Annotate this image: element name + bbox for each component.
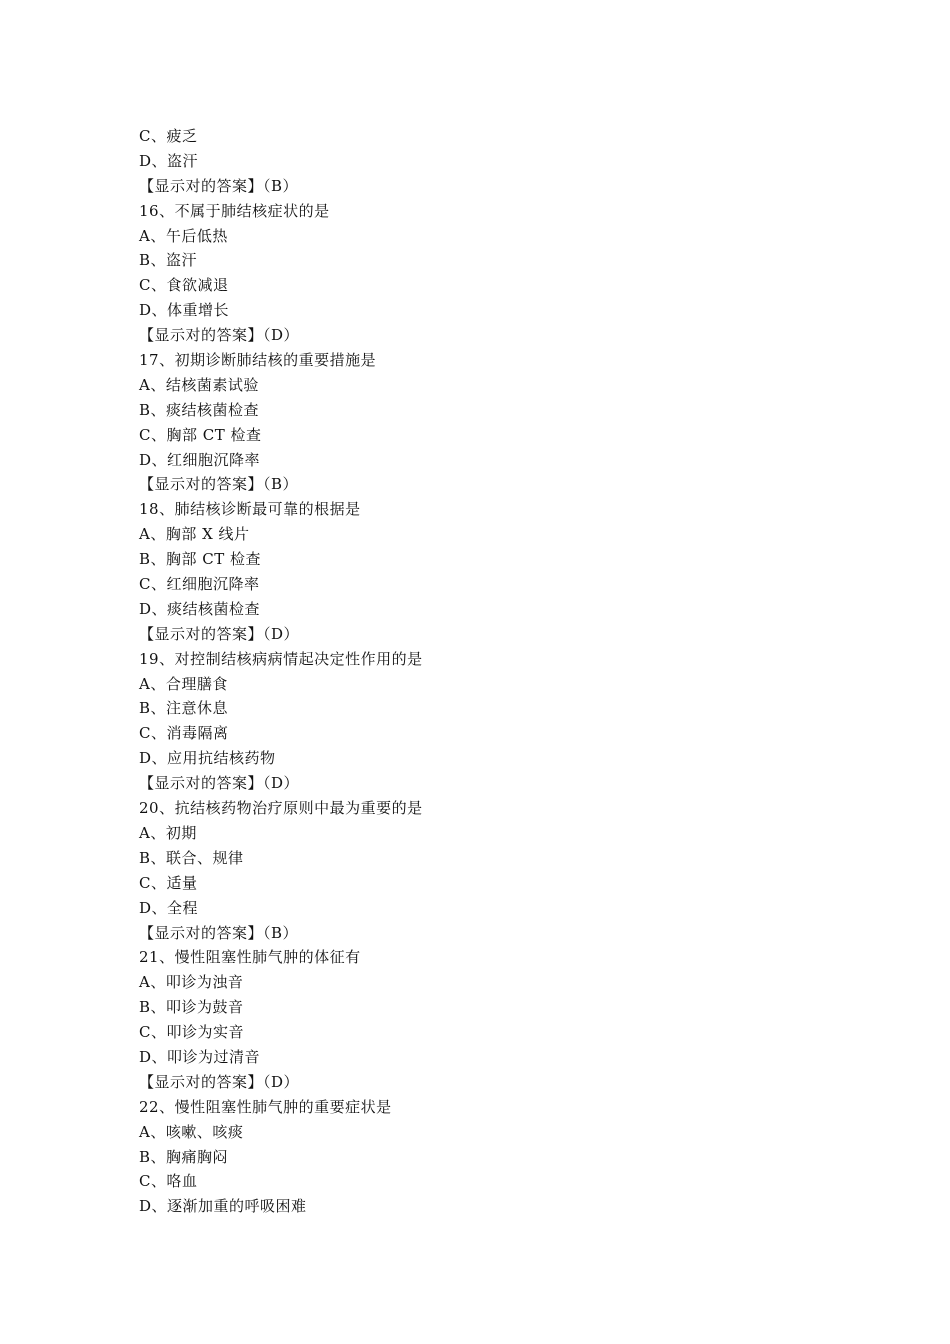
option-line: A、结核菌素试验 xyxy=(139,375,259,394)
option-line: D、盗汗 xyxy=(139,151,199,170)
answer-line: 【显示对的答案】（B） xyxy=(139,923,299,942)
option-line: C、食欲减退 xyxy=(139,276,229,295)
option-line: C、消毒隔离 xyxy=(139,724,229,743)
option-line: D、红细胞沉降率 xyxy=(139,450,261,469)
question-line: 21、慢性阻塞性肺气肿的体征有 xyxy=(139,948,361,967)
question-line: 20、抗结核药物治疗原则中最为重要的是 xyxy=(139,799,423,818)
option-line: C、疲乏 xyxy=(139,127,198,145)
answer-line: 【显示对的答案】（D） xyxy=(139,774,300,793)
option-line: B、胸痛胸闷 xyxy=(139,1147,229,1166)
answer-line: 【显示对的答案】（B） xyxy=(139,176,299,195)
option-line: D、应用抗结核药物 xyxy=(139,749,276,768)
option-line: B、注意休息 xyxy=(139,699,229,718)
answer-line: 【显示对的答案】（D） xyxy=(139,1072,300,1091)
option-line: A、叩诊为浊音 xyxy=(139,973,244,992)
option-line: A、合理膳食 xyxy=(139,674,228,693)
option-line: B、叩诊为鼓音 xyxy=(139,998,244,1017)
answer-line: 【显示对的答案】（D） xyxy=(139,624,300,643)
question-list xyxy=(139,124,839,1219)
option-line: A、午后低热 xyxy=(139,226,228,245)
option-line: B、痰结核菌检查 xyxy=(139,400,260,419)
option-line: D、痰结核菌检查 xyxy=(139,599,261,618)
option-line: C、咯血 xyxy=(139,1172,198,1191)
option-line: C、红细胞沉降率 xyxy=(139,575,260,594)
option-line: A、胸部 X 线片 xyxy=(139,525,250,544)
option-line: D、叩诊为过清音 xyxy=(139,1047,261,1066)
question-line: 19、对控制结核病病情起决定性作用的是 xyxy=(139,649,423,668)
answer-line: 【显示对的答案】（D） xyxy=(139,326,300,345)
option-line: D、全程 xyxy=(139,898,199,917)
question-line: 22、慢性阻塞性肺气肿的重要症状是 xyxy=(139,1097,392,1116)
option-line: B、联合、规律 xyxy=(139,848,244,867)
option-line: D、体重增长 xyxy=(139,301,230,320)
question-line: 18、肺结核诊断最可靠的根据是 xyxy=(139,500,361,519)
question-line: 16、不属于肺结核症状的是 xyxy=(139,201,330,220)
option-line: C、叩诊为实音 xyxy=(139,1023,244,1042)
answer-line: 【显示对的答案】（B） xyxy=(139,475,299,494)
option-line: B、盗汗 xyxy=(139,251,198,270)
option-line: B、胸部 CT 检查 xyxy=(139,550,262,569)
option-line: A、咳嗽、咳痰 xyxy=(139,1122,244,1141)
option-line: D、逐渐加重的呼吸困难 xyxy=(139,1197,307,1216)
option-line: C、胸部 CT 检查 xyxy=(139,425,262,444)
option-line: C、适量 xyxy=(139,873,198,892)
option-line: A、初期 xyxy=(139,823,197,842)
question-line: 17、初期诊断肺结核的重要措施是 xyxy=(139,351,377,370)
